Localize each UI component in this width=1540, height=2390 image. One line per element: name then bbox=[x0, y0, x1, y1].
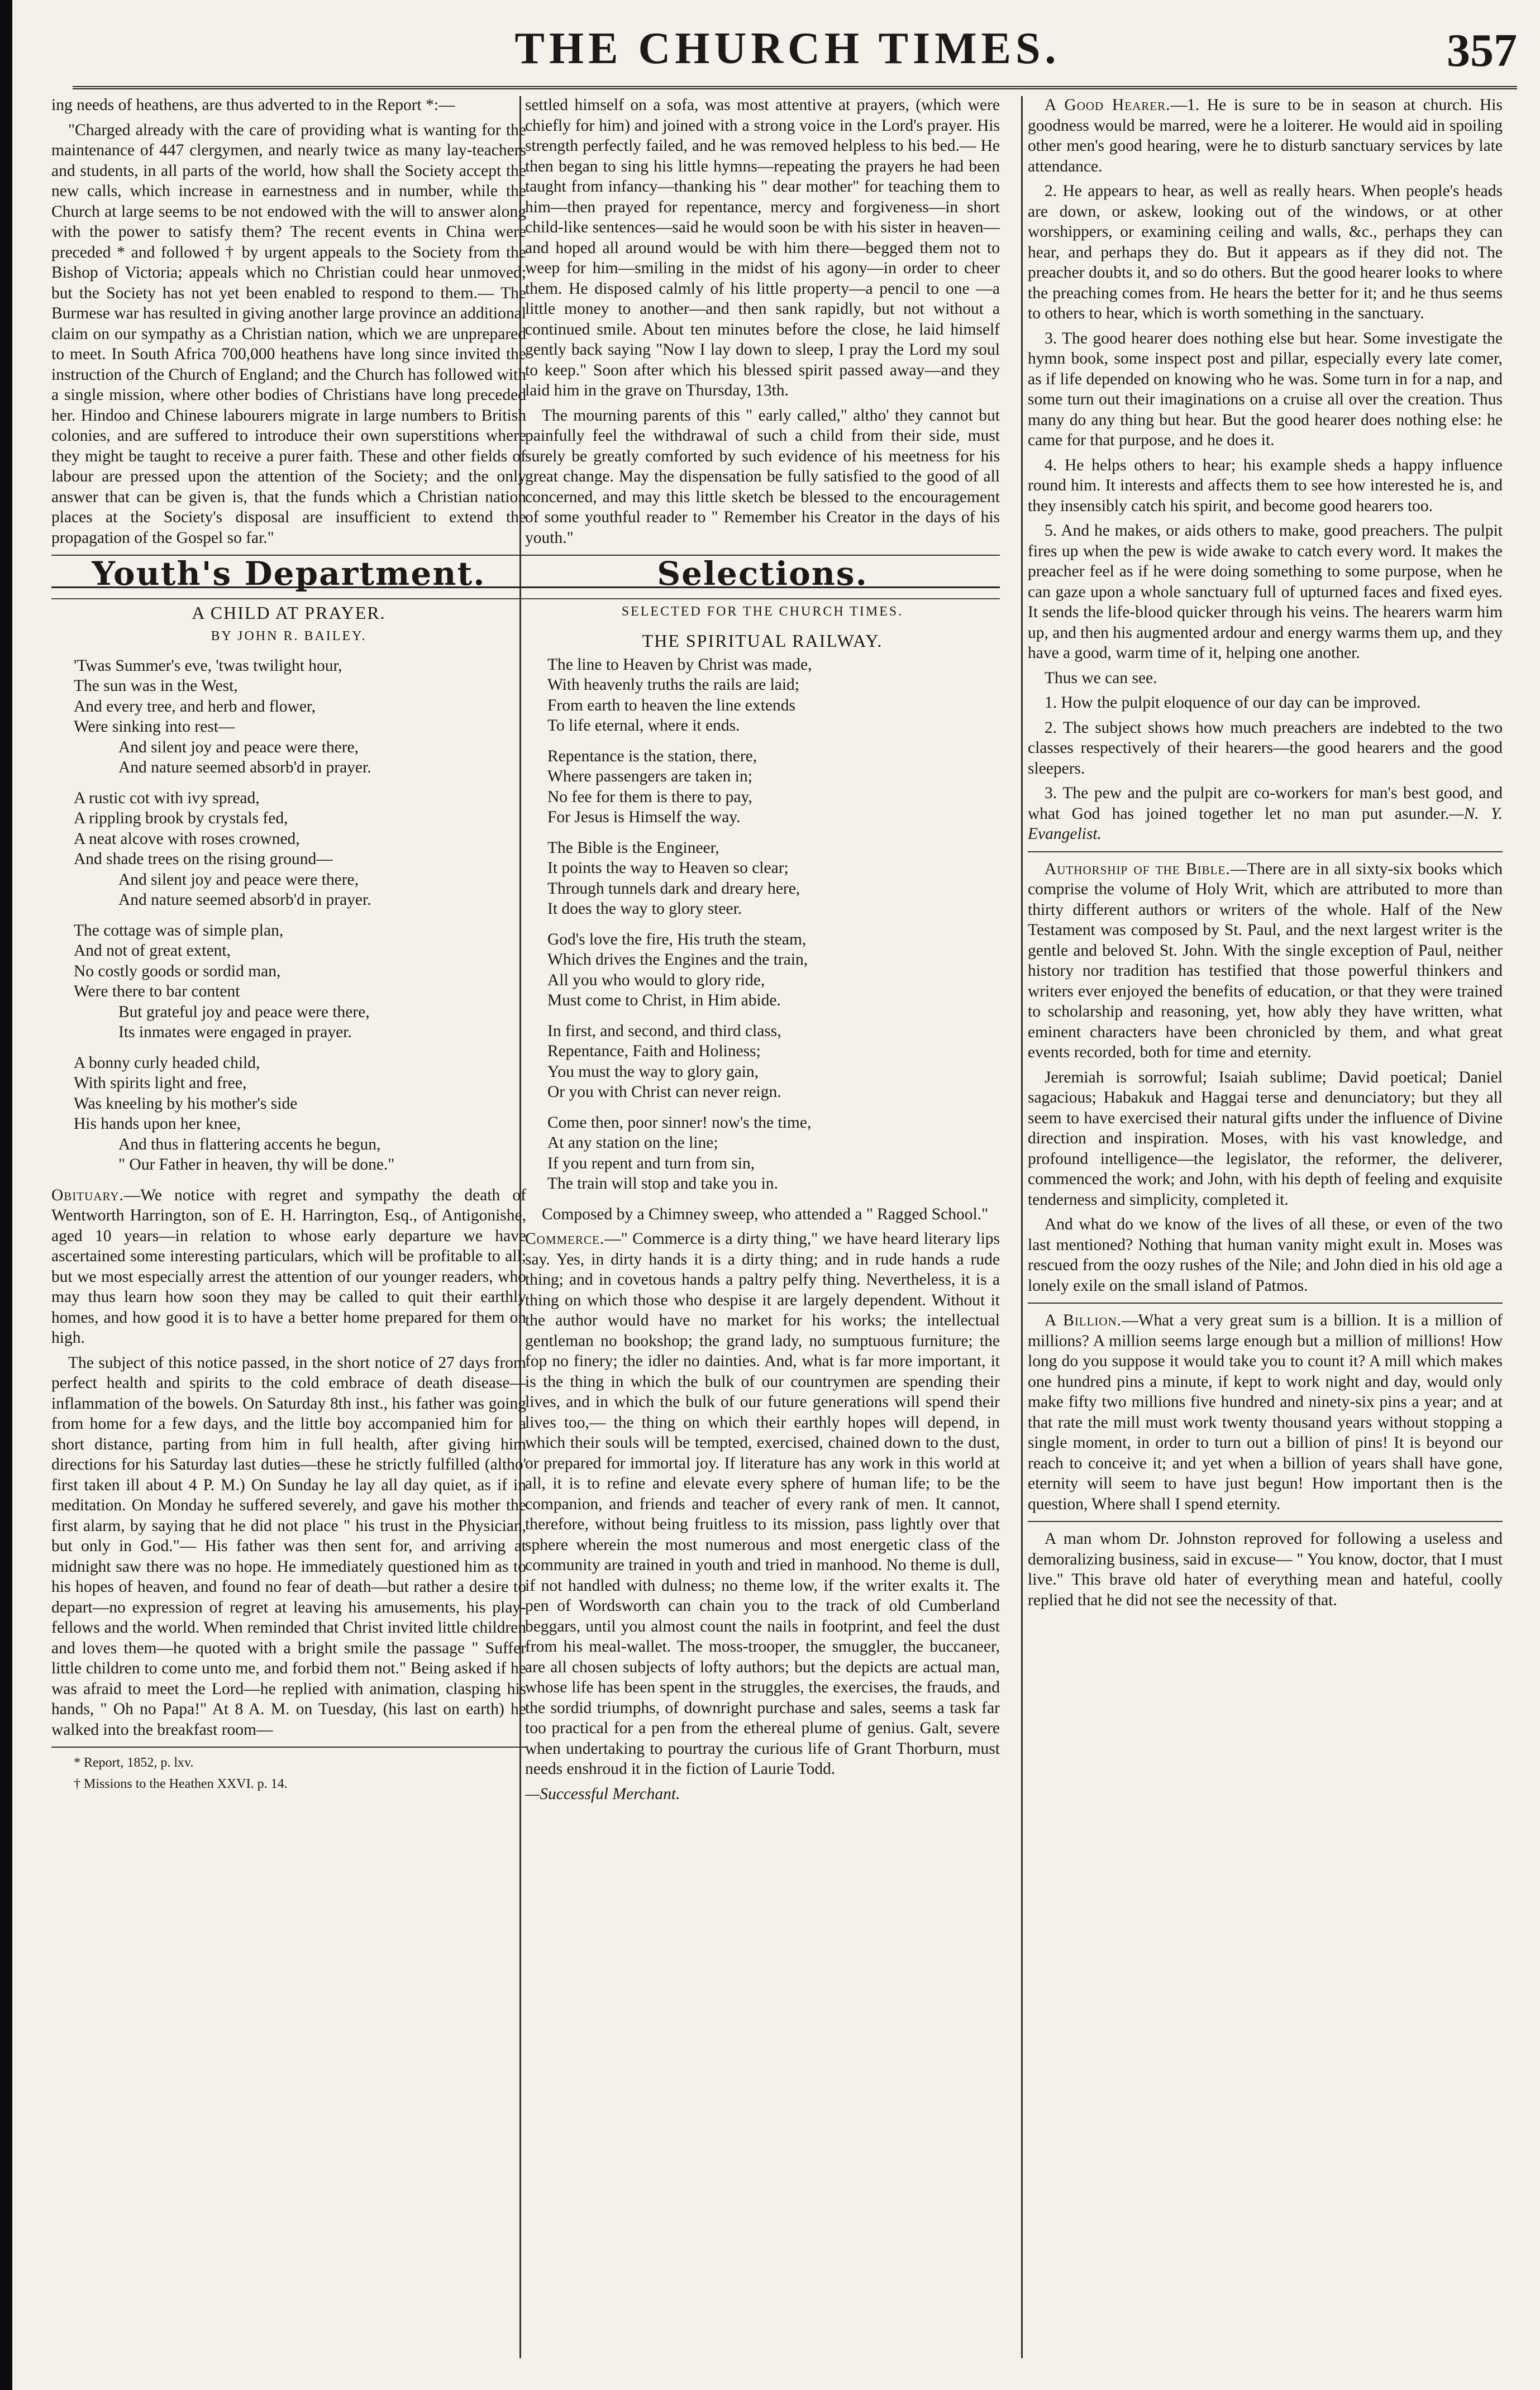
poem-line: The cottage was of simple plan, bbox=[74, 921, 284, 939]
good-hearer-list-3 bbox=[1028, 783, 1503, 845]
page-number: 357 bbox=[1447, 25, 1517, 77]
poem-stanza-4 bbox=[51, 1053, 526, 1175]
poem-line: The line to Heaven by Christ was made, bbox=[547, 655, 812, 674]
obituary-paragraph-1 bbox=[51, 1185, 526, 1348]
column-2 bbox=[525, 95, 1000, 2357]
poem-line: And shade trees on the rising ground— bbox=[74, 850, 333, 868]
poem-line: It does the way to glory steer. bbox=[547, 900, 742, 918]
selections-subheading: SELECTED FOR THE CHURCH TIMES. bbox=[621, 604, 904, 619]
poem-line: Must come to Christ, in Him abide. bbox=[547, 991, 781, 1009]
poem-line: Were sinking into rest— bbox=[74, 718, 235, 736]
poem-line: 'Twas Summer's eve, 'twas twilight hour, bbox=[74, 656, 342, 675]
poem-title: THE SPIRITUAL RAILWAY. bbox=[642, 631, 883, 651]
commerce-text: —" Commerce is a dirty thing," we have heard literary lips say. Yes, in dirty hands it is a dirty thing; and in rude hands a rude thing; and in covetous hands a paltry pelfy thing. Nevertheless, it is a thing on which those who despise it are largely dependent. Without it the author would have no market for his works; the intellectual gentleman no bookshop; the grand lady, no sumptuous furniture; the fop no finery; the idler no dainties. And, what is far more important, it is the thing in which the bulk of our countrymen are spending their lives, and in which the bulk of our future generations will spend their lives too,— the thing on which their earthly hopes will depend, in which their souls will be tempted, exercised, chained down to the dust, or prepared for immortal joy. If literature has any work in this world at all, it is to refine and elevate every sphere of human life; to be the companion, and friends and teacher of every rank of men. It cannot, therefore, without being fruitless to its mission, pass lightly over that sphere wherein the most numerous and most energetic class of the community are trained in youth and tried in manhood. No theme is dull, if not handled with dulness; no theme low, if the writer exalts it. The pen of Wordsworth can chain you to the track of old Cumberland beggars, until you almost count the nails in footprint, and feel the dust from his meal-wallet. The moss-trooper, the smuggler, the buccaneer, are all chosen subjects of lofty authors; but the depicts are actual man, whose life has been spent in the struggles, the exercises, the frauds, and the sordid triumphs, of downright purchase and sales, seems a task far too practical for a pen from the ethereal plume of genius. Galt, severe when undertaking to pourtray the curious life of Grant Thorburn, must needs enshroud it in the fiction of Laurie Todd. bbox=[525, 1230, 1000, 1778]
poem-line: And nature seemed absorb'd in prayer. bbox=[118, 891, 371, 909]
poem-line: And nature seemed absorb'd in prayer. bbox=[118, 758, 371, 776]
poem-line: A bonny curly headed child, bbox=[74, 1053, 260, 1072]
poem-line: You must the way to glory gain, bbox=[547, 1062, 759, 1081]
good-hearer-list-1: 1. How the pulpit eloquence of our day can be improved. bbox=[1045, 694, 1421, 712]
poem-line: Were there to bar content bbox=[74, 982, 240, 1000]
footnote-rule bbox=[51, 1747, 526, 1748]
poem-line: Which drives the Engines and the train, bbox=[547, 951, 808, 969]
section-divider bbox=[1028, 1521, 1503, 1522]
poem-line: The sun was in the West, bbox=[74, 677, 238, 695]
good-hearer-lead: A Good Hearer. bbox=[1045, 96, 1171, 114]
poem-stanza-1 bbox=[51, 656, 526, 778]
column-1 bbox=[51, 95, 526, 2357]
poem-stanza-3 bbox=[51, 920, 526, 1043]
column-divider-2 bbox=[1021, 96, 1023, 2358]
poem-line: His hands upon her knee, bbox=[74, 1115, 241, 1133]
poem-line: To life eternal, where it ends. bbox=[547, 717, 740, 734]
commerce-source: —Successful Merchant. bbox=[525, 1785, 680, 1803]
poem-line: " Our Father in heaven, thy will be done." bbox=[118, 1156, 395, 1173]
railway-stanza-3 bbox=[525, 838, 1000, 919]
poem-line: With spirits light and free, bbox=[74, 1074, 247, 1092]
poem-line: In first, and second, and third class, bbox=[547, 1022, 781, 1040]
bible-authorship-text: —There are in all sixty-six books which comprise the volume of Holy Writ, which are attributed to more than thirty different authors or writers of the whole. Half of the New Testament was composed by St. Paul, and the next largest writer is the gentle and beloved St. John. With the single exception of Paul, neither history nor tradition has testified that those powerful thinkers and writers ever enjoyed the benefits of education, or that they were trained to scholarship and reasoning, yet, how ably they have written, what eminent characters have been chronicled by them, and what great events recorded, both for time and eternity. bbox=[1028, 860, 1503, 1061]
obituary-paragraph-2: The subject of this notice passed, in the short notice of 27 days from perfect health and spirits to the cold embrace of death disease—inflammation of the bowels. On Saturday 8th inst., his father was going from home for a few days, and the little boy accompanied him for a short distance, parting from him in full health, after giving him directions for his Saturday last duties—these he strictly fulfilled (altho' first taken ill about 4 P. M.) On Sunday he lay all day quiet, as if in meditation. On Monday he suffered severely, and gave his mother the first alarm, by saying that he did not place " his trust in the Physician, but only in God."— His father was then sent for, and arriving at midnight saw there was no hope. He immediately questioned him as to his hopes of heaven, and found no fear of death—but rather a desire to depart—no expression of regret at leaving his amusements, his play-fellows and the world. When reminded that Christ invited little children and loves them—he quoted with a bright smile the passage " Suffer little children to come unto me, and forbid them not." Being asked if he was afraid to meet the Lord—he replied with animation, clasping his hands, " Oh no Papa!" At 8 A. M. on Tuesday, (his last on earth) he walked into the breakfast room— bbox=[51, 1353, 526, 1739]
poem-credit: Composed by a Chimney sweep, who attended a " Ragged School." bbox=[542, 1205, 989, 1223]
poem-line: Repentance is the station, there, bbox=[547, 747, 757, 765]
report-intro: ing needs of heathens, are thus adverted to in the Report *:— bbox=[51, 96, 455, 114]
poem-line: Where passengers are taken in; bbox=[547, 767, 752, 785]
bible-authorship-paragraph-3: And what do we know of the lives of all these, or even of the two last mentioned? Nothing that human vanity might exult in. Moses was rescued from the oozy rushes of the Nile; and John died in his old age a lonely exile on the small island of Patmos. bbox=[1028, 1215, 1503, 1295]
footnote-2: † Missions to the Heathen XXVI. p. 14. bbox=[74, 1777, 288, 1791]
column-3 bbox=[1028, 95, 1503, 2357]
poem-title: A CHILD AT PRAYER. bbox=[192, 602, 386, 623]
poem-line: A neat alcove with roses crowned, bbox=[74, 829, 300, 848]
poem-line: The Bible is the Engineer, bbox=[547, 838, 719, 857]
good-hearer-paragraph-5: 5. And he makes, or aids others to make, good preachers. The pulpit fires up when the pew is wide awake to catch every word. It makes the preacher feel as if he were doing something to some purpose, when he can gaze upon a whole sanctuary full of upturned faces and fixed eyes. It sends the life-blood quicker through his veins. The hearers warm him up, and then his augmented ardour and energy warms them up, and they have a good, warm time of it, helping one another. bbox=[1028, 522, 1503, 662]
good-hearer-summary: Thus we can see. bbox=[1045, 669, 1157, 687]
poem-line: Through tunnels dark and dreary here, bbox=[547, 879, 800, 898]
page-spine bbox=[0, 0, 12, 2390]
poem-line: And silent joy and peace were there, bbox=[118, 870, 359, 889]
bible-authorship-paragraph-1 bbox=[1028, 859, 1503, 1063]
youth-department-heading: Youth's Department. bbox=[92, 555, 486, 593]
poem-line: If you repent and turn from sin, bbox=[547, 1154, 755, 1172]
good-hearer-paragraph-1 bbox=[1028, 95, 1503, 176]
obituary-conclusion: The mourning parents of this " early called," altho' they cannot but painfully feel the withdrawal of such a child from their side, must surely be greatly comforted by such evidence of his meetness for his great change. May the dispensation be fully satisfied to the good of all concerned, and may this little sketch be blessed to the encouragement of some youthful reader to " Remember his Creator in the days of his youth." bbox=[525, 406, 1000, 547]
poem-line: At any station on the line; bbox=[547, 1134, 718, 1152]
railway-stanza-1 bbox=[525, 655, 1000, 736]
obituary-text: —We notice with regret and sympathy the death of Wentworth Harrington, son of E. H. Harrington, Esq., of Antigonishe, aged 10 years—in relation to whose early departure we have ascertained some interesting particulars, which will be profitable to all; but we most especially arrest the attention of our younger readers, who may thus learn how soon they may be called to quit their earthly homes, and how good it is to have a better home prepared for them on high. bbox=[51, 1186, 526, 1347]
railway-stanza-4 bbox=[525, 929, 1000, 1011]
railway-stanza-6 bbox=[525, 1113, 1000, 1194]
commerce-paragraph bbox=[525, 1229, 1000, 1780]
poem-line: It points the way to Heaven so clear; bbox=[547, 859, 789, 877]
poem-line: With heavenly truths the rails are laid; bbox=[547, 676, 799, 694]
poem-line: And every tree, and herb and flower, bbox=[74, 697, 316, 715]
billion-lead: A Billion. bbox=[1045, 1311, 1122, 1329]
poem-line: For Jesus is Himself the way. bbox=[547, 808, 741, 826]
obituary-lead: Obituary. bbox=[51, 1186, 124, 1204]
poem-line: God's love the fire, His truth the steam, bbox=[547, 930, 807, 948]
good-hearer-paragraph-2: 2. He appears to hear, as well as really hears. When people's heads are down, or askew, looking out of the windows, or at other worshippers, or examining ceiling and walls, &c., perhaps they can hear, and perhaps they do. But it appears as if they did not. The preacher doubts it, and so do others. But the good hearer looks to where the preaching comes from. He hears the better for it; and he thus seems to others to hear, which is worth something in the sanctuary. bbox=[1028, 182, 1503, 322]
poem-line: And silent joy and peace were there, bbox=[118, 738, 359, 756]
section-divider bbox=[1028, 851, 1503, 852]
good-hearer-source: —N. Y. Evangelist. bbox=[1028, 804, 1503, 843]
poem-line: But grateful joy and peace were there, bbox=[118, 1003, 370, 1021]
poem-line: Was kneeling by his mother's side bbox=[74, 1094, 298, 1113]
newspaper-title: THE CHURCH TIMES. bbox=[514, 24, 1061, 73]
poem-line: The train will stop and take you in. bbox=[547, 1175, 778, 1192]
poem-line: No costly goods or sordid man, bbox=[74, 962, 281, 980]
good-hearer-list-2: 2. The subject shows how much preachers are indebted to the two classes respectively of their hearers—the good hearers and the good sleepers. bbox=[1028, 718, 1503, 777]
poem-line: All you who would to glory ride, bbox=[547, 971, 765, 989]
billion-text: —What a very great sum is a billion. It is a million of millions? A million seems large enough but a million of millions! How long do you suppose it would take you to count it? A mill which makes one hundred pins a minute, if kept to work night and day, would only make fifty two millions five hundred and ninety-six pins a year; and at that rate the mill must work twenty thousand years without stopping a single moment, in order to turn out a billion of pins! It is beyond our reach to conceive it; and yet when a billion of years shall have gone, eternity will seem to have just begun! How important then is the question, Where shall I spend eternity. bbox=[1028, 1311, 1503, 1513]
billion-paragraph bbox=[1028, 1310, 1503, 1514]
johnston-anecdote: A man whom Dr. Johnston reproved for following a useless and demoralizing business, said in excuse— " You know, doctor, that I must live." This brave old hater of everything mean and hateful, coolly replied that he did not see the necessity of that. bbox=[1028, 1530, 1503, 1609]
railway-stanza-5 bbox=[525, 1021, 1000, 1103]
good-hearer-text: —1. He is sure to be in season at church. His goodness would be marred, were he a loiterer. He would aid in spoiling other men's good hearing, were he to disturb sanctuary services by late attendance. bbox=[1028, 96, 1503, 175]
railway-stanza-2 bbox=[525, 746, 1000, 828]
bible-authorship-lead: Authorship of the Bible. bbox=[1045, 860, 1231, 878]
poem-line: From earth to heaven the line extends bbox=[547, 696, 795, 714]
poem-line: No fee for them is there to pay, bbox=[547, 788, 752, 806]
good-hearer-paragraph-3: 3. The good hearer does nothing else but hear. Some investigate the hymn book, some inspect post and pillar, especially every late comer, as if life depended on knowing who he was. Some turn in for a nap, and some turn out their imaginations on a cruise all over the creation. Thus many do any thing but hear. But the good hearer does nothing else: he came for that purpose, and he does it. bbox=[1028, 329, 1503, 449]
masthead-rule bbox=[73, 86, 1517, 89]
poem-line: Repentance, Faith and Holiness; bbox=[547, 1042, 761, 1060]
poem-line: Come then, poor sinner! now's the time, bbox=[547, 1113, 812, 1132]
good-hearer-paragraph-4: 4. He helps others to hear; his example sheds a happy influence round him. It interests and affects them to see how interested he is, and they insensibly catch his spirit, and become good hearers too. bbox=[1028, 456, 1503, 515]
masthead bbox=[50, 17, 1525, 84]
poem-byline: BY JOHN R. BAILEY. bbox=[211, 629, 367, 643]
poem-line: And not of great extent, bbox=[74, 942, 231, 960]
footnote-1: * Report, 1852, p. lxv. bbox=[74, 1755, 194, 1770]
good-hearer-list-3-text: 3. The pew and the pulpit are co-workers for man's best good, and what God has joined together let no man put asunder. bbox=[1028, 784, 1503, 823]
poem-line: A rippling brook by crystals fed, bbox=[74, 809, 288, 827]
poem-line: Its inmates were engaged in prayer. bbox=[118, 1023, 352, 1041]
report-quote: "Charged already with the care of providing what is wanting for the maintenance of 447 clergymen, and nearly twice as many lay-teachers and students, in all parts of the world, how shall the Society accept the new calls, which increase in earnestness and in number, while the Church at large seems to be not endowed with the will to answer along with the power to satisfy them? The recent events in China were preceded * and followed † by urgent appeals to the Society from the Bishop of Victoria; appeals which no Christian could hear unmoved; but the Society has not yet been enabled to respond to them.— The Burmese war has resulted in giving another large province an additional claim on our sympathy as a Christian nation, which we are unprepared to meet. In South Africa 700,000 heathens have long since invited the instruction of the Church of England; and the Church has followed with a single mission, where other bodies of Christians have long preceded her. Hindoo and Chinese labourers migrate in large numbers to British colonies, and are suffered to introduce their own superstitions where they might be taught to receive a purer faith. These and other fields of labour are pressed upon the attention of the Society; and the only answer that can be given is, that the funds which a Christian nation places at the Society's disposal are insufficient to extend the propagation of the Gospel so far." bbox=[51, 121, 526, 547]
section-divider bbox=[1028, 1303, 1503, 1304]
poem-line: A rustic cot with ivy spread, bbox=[74, 789, 260, 807]
poem-line: Or you with Christ can never reign. bbox=[547, 1083, 781, 1101]
poem-line: And thus in flattering accents he begun, bbox=[118, 1135, 381, 1153]
selections-heading: Selections. bbox=[657, 555, 868, 593]
obituary-continued: settled himself on a sofa, was most attentive at prayers, (which were chiefly for him) and joined with a strong voice in the Lord's prayer. His strength perfectly failed, and he was removed helpless to his bed.— He then began to sing his little hymns—repeating the prayers he had been taught from infancy—thanking his " dear mother" for teaching them to him—then prayed for repentance, mercy and forgiveness—in short child-like sentences—said he would soon be with his sister in heaven—and hoped all around would be with him there—begged them not to weep for him—smiling in the midst of his agony—in order to cheer them. He disposed calmly of his little property—a pencil to one —a little money to another—and then sank rapidly, but not without a continued smile. About ten minutes before the close, he laid himself gently back saying "Now I lay down to sleep, I pray the Lord my soul to keep." Soon after which his blessed spirit passed away—and they laid him in the grave on Thursday, 13th. bbox=[525, 96, 1000, 399]
commerce-lead: Commerce. bbox=[525, 1230, 605, 1248]
poem-stanza-2 bbox=[51, 788, 526, 910]
bible-authorship-paragraph-2: Jeremiah is sorrowful; Isaiah sublime; David poetical; Daniel sagacious; Habakuk and Haggai terse and denunciatory; but they all seem to have exercised their natural gifts under the influence of Divine direction and inspiration. Moses, with his vast knowledge, and profound intelligence—the legislator, the reformer, the deliverer, commenced the work; and John, with his depth of feeling and exquisite tenderness and simplicity, completed it. bbox=[1028, 1068, 1503, 1209]
